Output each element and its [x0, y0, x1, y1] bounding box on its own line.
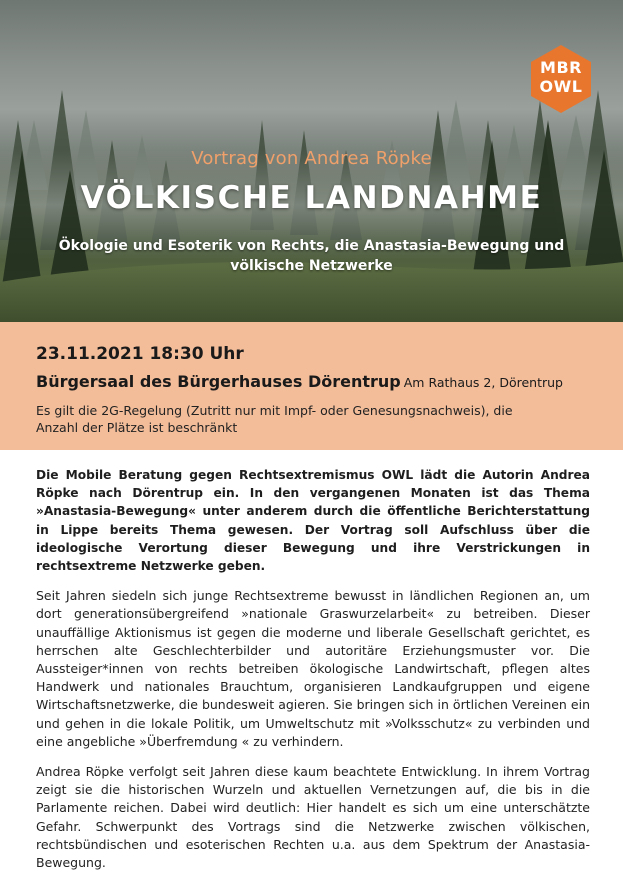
- hero-banner: [0, 0, 623, 322]
- venue-address: Am Rathaus 2, Dörentrup: [403, 375, 563, 390]
- mbr-owl-logo: [530, 44, 592, 114]
- venue-line: [36, 372, 563, 391]
- body-paragraph-2: Andrea Röpke verfolgt seit Jahren diese kaum beachtete Entwicklung. In ihrem Vortrag zeigt sie die historischen Wurzeln und aktuellen Vernetzungen auf, die bis in die Parlamente reichen. Dabei wird deutlich: Hier handelt es sich um eine unterschätzte Gefahr. Schwerpunkt des Vortrags sind die Netzwerke zwischen völkischen, rechtsbündischen und esoterischen Rechten u.a. aus dem Spektrum der Anastasia-Bewegung.: [36, 764, 590, 871]
- event-info-band: [0, 322, 623, 450]
- event-datetime: 23.11.2021 18:30 Uhr: [36, 344, 244, 364]
- admission-rule: Es gilt die 2G-Regelung (Zutritt nur mit Impf- oder Genesungsnachweis), die Anzahl der Plätze ist beschränkt: [36, 403, 513, 435]
- logo-line-owl: OWL: [539, 77, 583, 96]
- event-title: VÖLKISCHE LANDNAHME: [80, 180, 543, 216]
- body-paragraph-1: Seit Jahren siedeln sich junge Rechtsextreme bewusst in ländlichen Regionen an, um dort generationsübergreifend »nationale Graswurzelarbeit« zu betreiben. Dieser unauffällige Aktionismus ist gegen die moderne und liberale Gesellschaft gerichtet, es herrschen alte Geschlechterbilder und autoritäre Erziehungsmuster vor. Die Aussteiger*innen von rechts betreiben ökologische Landwirtschaft, pflegen altes Handwerk und nationales Brauchtum, organisieren Landkaufgruppen und eigene Wirtschaftsnetzwerke, die bundesweit agieren. Sie bringen sich in örtlichen Vereinen ein und gehen in die lokale Politik, um Umweltschutz mit »Volksschutz« zu verbinden und eine angebliche »Überfremdung « zu verhindern.: [36, 588, 590, 749]
- logo-line-mbr: MBR: [540, 58, 582, 77]
- venue-name: Bürgersaal des Bürgerhauses Dörentrup: [36, 372, 401, 391]
- lead-paragraph: Die Mobile Beratung gegen Rechtsextremismus OWL lädt die Autorin Andrea Röpke nach Dörentrup ein. In den vergangenen Monaten ist das Thema »Anastasia-Bewegung« unter anderem durch die öffentliche Berichterstattung in Lippe bereits Thema gewesen. Der Vortrag soll Aufschluss über die ideologische Verortung dieser Bewegung und ihre Verstrickungen in rechtsextreme Netzwerke geben.: [36, 468, 590, 574]
- body-text: [36, 466, 590, 884]
- event-subtitle: Ökologie und Esoterik von Rechts, die Anastasia-Bewegung und völkische Netzwerke: [58, 238, 565, 274]
- speaker-kicker: Vortrag von Andrea Röpke: [191, 148, 432, 169]
